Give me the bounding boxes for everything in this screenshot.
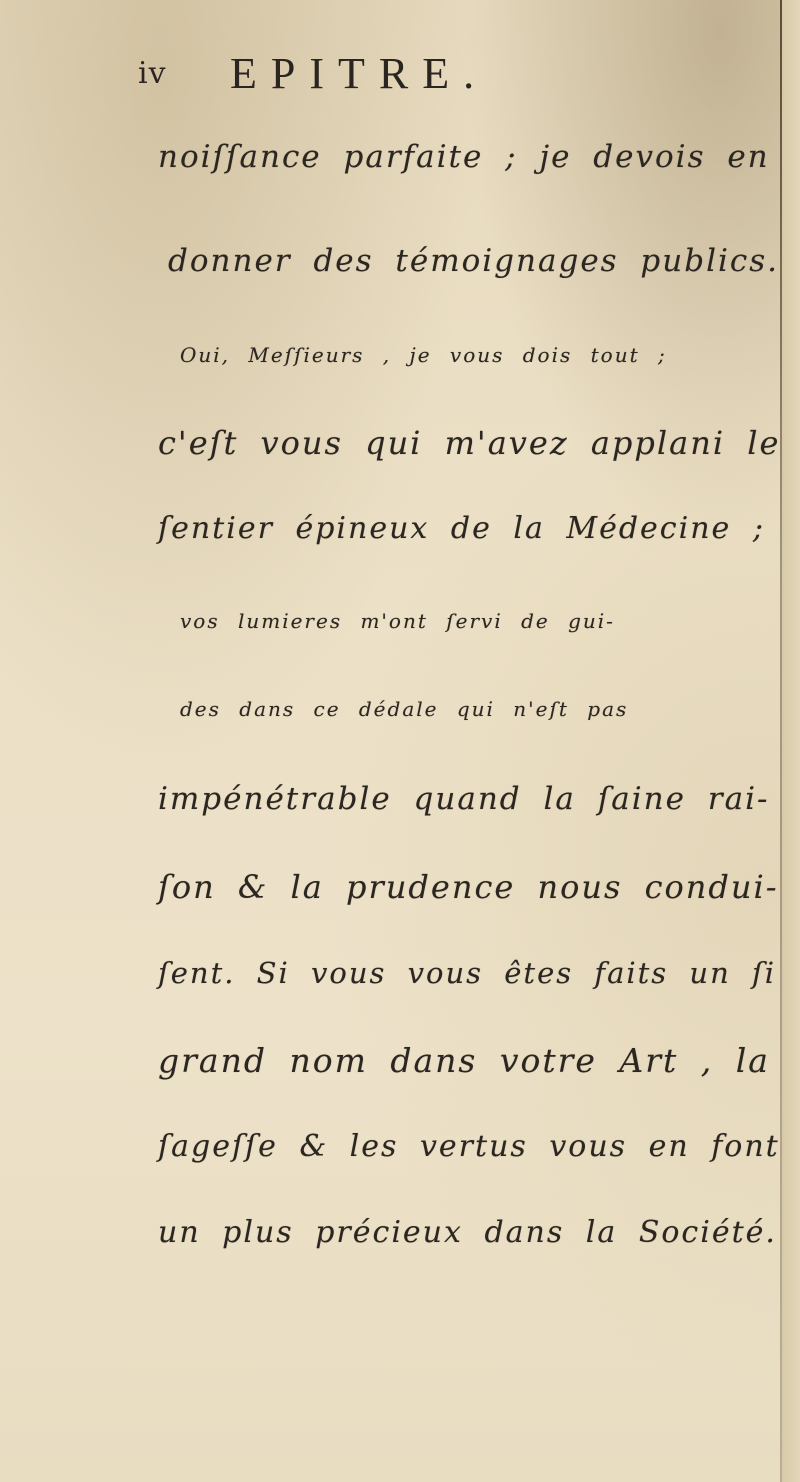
text-line: c'eſt vous qui m'avez applani le bbox=[158, 424, 781, 462]
text-line: donner des témoignages publics. bbox=[168, 243, 780, 279]
text-line: impénétrable quand la ſaine rai- bbox=[158, 781, 770, 817]
text-line: vos lumieres m'ont ſervi de gui- bbox=[180, 609, 615, 633]
text-line: ſentier épineux de la Médecine ; bbox=[158, 511, 765, 546]
text-line: des dans ce dédale qui n'eſt pas bbox=[180, 697, 629, 721]
page-number: iv bbox=[138, 56, 167, 91]
running-title: EPITRE. bbox=[230, 49, 489, 98]
text-line: ſent. Si vous vous êtes faits un ſi bbox=[158, 956, 776, 990]
text-line: grand nom dans votre Art , la bbox=[158, 1041, 770, 1080]
text-line: un plus précieux dans la Société. bbox=[158, 1215, 777, 1250]
text-line: noiſſance parfaite ; je devois en bbox=[158, 139, 770, 175]
text-line: ſageſſe & les vertus vous en font bbox=[158, 1129, 780, 1164]
text-line: ſon & la prudence nous condui- bbox=[158, 868, 779, 906]
text-line: Oui, Meſſieurs , je vous dois tout ; bbox=[180, 343, 667, 367]
